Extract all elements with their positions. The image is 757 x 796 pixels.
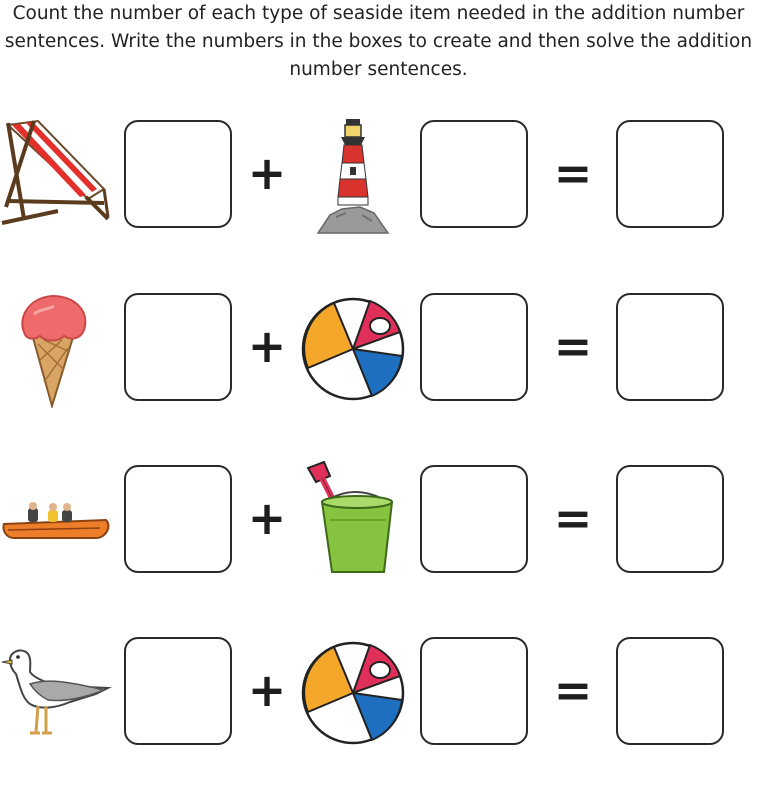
number-sentence-row [0,632,757,752]
number-sentence-row [0,115,757,235]
seagull-icon [0,644,112,736]
sum-box[interactable] [616,293,724,401]
first-addend-box[interactable] [124,465,232,573]
equals-sign: = [553,663,593,717]
deckchair-icon [0,115,112,233]
second-addend-box[interactable] [420,120,528,228]
first-addend-box[interactable] [124,120,232,228]
bucket-and-spade-icon [304,460,400,580]
first-addend-box[interactable] [124,637,232,745]
beach-ball-icon [300,640,406,746]
second-addend-box[interactable] [420,465,528,573]
plus-sign: + [247,491,287,545]
sum-box[interactable] [616,120,724,228]
first-addend-box[interactable] [124,293,232,401]
lighthouse-icon [316,117,390,235]
equals-sign: = [553,146,593,200]
number-sentence-row [0,288,757,408]
ice-cream-icon [14,290,94,408]
dinghy-icon [0,498,112,544]
plus-sign: + [247,319,287,373]
plus-sign: + [247,146,287,200]
plus-sign: + [247,663,287,717]
sum-box[interactable] [616,465,724,573]
second-addend-box[interactable] [420,293,528,401]
sum-box[interactable] [616,637,724,745]
instructions-text: Count the number of each type of seaside item needed in the addition number sentences. Write the numbers in the boxes to create and then solve the addition number sentences. [4,3,753,80]
equals-sign: = [553,319,593,373]
second-addend-box[interactable] [420,637,528,745]
equals-sign: = [553,491,593,545]
beach-ball-icon [300,296,406,402]
number-sentence-row [0,460,757,580]
